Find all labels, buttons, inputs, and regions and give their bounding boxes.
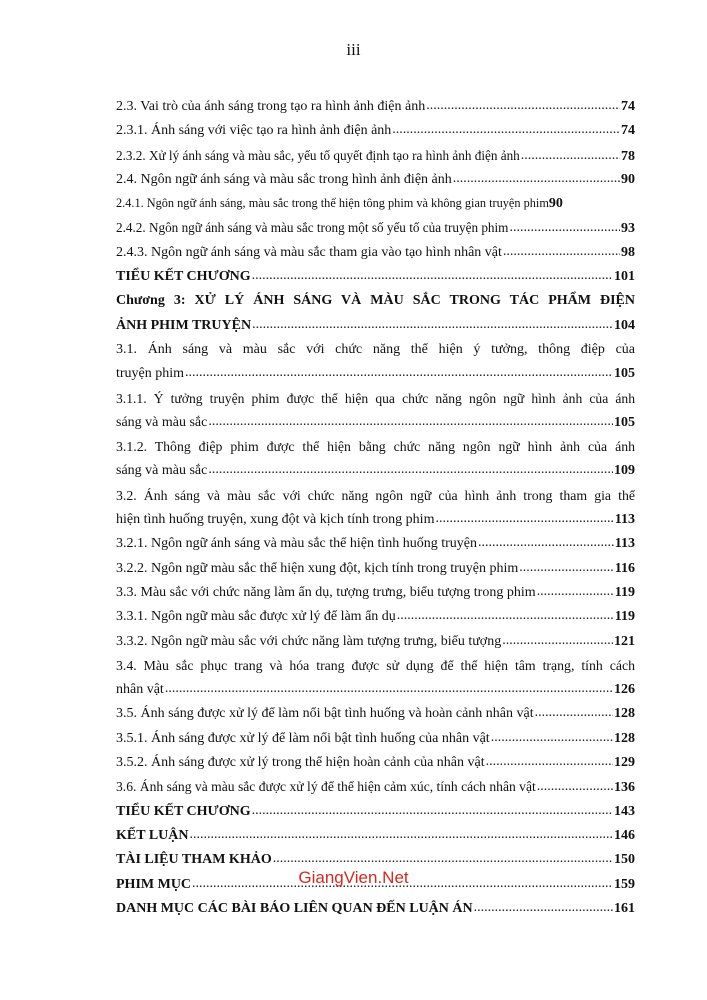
table-of-contents	[116, 99, 635, 925]
toc-entry	[116, 755, 635, 779]
toc-entry	[116, 561, 635, 585]
toc-entry-label: DANH MỤC CÁC BÀI BÁO LIÊN QUAN ĐẾN LUẬN ÁN	[116, 900, 473, 916]
toc-entry-page: 136	[614, 780, 635, 796]
toc-entry	[116, 536, 635, 560]
toc-leader	[208, 462, 613, 478]
toc-entry-label: 3.2.1. Ngôn ngữ ánh sáng và màu sắc thể hiện tình huống truyện	[116, 536, 478, 552]
toc-entry-label: 2.4.3. Ngôn ngữ ánh sáng và màu sắc tham gia vào tạo hình nhân vật	[116, 244, 502, 260]
toc-leader	[486, 754, 613, 770]
toc-entry	[116, 99, 635, 123]
toc-leader	[502, 633, 613, 649]
toc-entry-page: 116	[614, 560, 635, 576]
toc-leader	[535, 705, 613, 721]
toc-entry-label: PHIM MỤC	[116, 876, 192, 892]
toc-entry-page: 98	[621, 244, 635, 260]
toc-entry-label-cont: nhân vật	[116, 682, 164, 698]
toc-entry-page: 113	[614, 536, 635, 552]
toc-entry	[116, 220, 635, 244]
toc-entry-label: 3.5.1. Ánh sáng được xử lý để làm nổi bật tình huống của nhân vật	[116, 730, 490, 746]
toc-entry-label: 3.3.1. Ngôn ngữ màu sắc được xử lý để làm ẩn dụ	[116, 609, 396, 625]
toc-entry-label: 3.4. Màu sắc phục trang và hóa trang được sử dụng để thể hiện tâm trạng, tính cách	[116, 657, 635, 673]
toc-entry-page: 129	[614, 755, 635, 771]
toc-entry	[116, 804, 635, 828]
toc-entry	[116, 828, 635, 852]
toc-entry-label-cont: sáng và màu sắc	[116, 414, 208, 430]
toc-entry	[116, 512, 635, 536]
toc-entry-page: 121	[614, 633, 635, 649]
toc-entry	[116, 148, 635, 172]
toc-entry-label: 3.1. Ánh sáng và màu sắc với chức năng thể hiện ý tưởng, thông điệp của	[116, 341, 635, 357]
toc-leader	[537, 584, 614, 600]
toc-entry	[116, 731, 635, 755]
toc-leader	[397, 608, 614, 624]
toc-entry	[116, 245, 635, 269]
toc-leader	[426, 98, 620, 114]
toc-leader	[185, 365, 613, 381]
toc-entry	[116, 196, 635, 220]
toc-entry	[116, 366, 635, 390]
toc-entry-page: 74	[621, 123, 635, 139]
toc-entry-page: 146	[614, 827, 635, 843]
toc-entry-label: TÀI LIỆU THAM KHẢO	[116, 852, 272, 868]
toc-leader	[435, 511, 613, 527]
toc-entry-label: 3.1.2. Thông điệp phim được thể hiện bằng chức năng ngôn ngữ hình ảnh của ánh	[116, 439, 635, 455]
toc-entry-label: 3.5. Ánh sáng được xử lý để làm nổi bật tình huống và hoàn cảnh nhân vật	[116, 706, 534, 722]
toc-entry-page: 159	[614, 876, 635, 892]
toc-entry-page: 109	[614, 463, 635, 479]
toc-leader	[519, 560, 614, 576]
toc-entry-line	[116, 439, 635, 463]
toc-leader	[509, 220, 620, 236]
toc-leader	[392, 122, 620, 138]
toc-entry-label: 2.3. Vai trò của ánh sáng trong tạo ra hình ảnh điện ảnh	[116, 99, 426, 114]
toc-entry-label: 2.4. Ngôn ngữ ánh sáng và màu sắc trong hình ảnh điện ảnh	[116, 171, 452, 187]
toc-entry-page: 101	[614, 269, 635, 285]
toc-entry-page: 119	[614, 609, 635, 625]
toc-entry-label-cont: sáng và màu sắc	[116, 463, 208, 479]
toc-entry	[116, 318, 635, 342]
watermark-text: GiangVien.Net	[298, 868, 409, 887]
toc-entry	[116, 269, 635, 293]
toc-entry-page: 104	[614, 317, 635, 333]
toc-entry	[116, 779, 635, 803]
toc-entry-label: 2.3.2. Xử lý ánh sáng và màu sắc, yếu tố quyết định tạo ra hình ảnh điện ảnh	[116, 147, 520, 163]
toc-entry-page: 128	[614, 706, 635, 722]
toc-leader	[273, 851, 613, 867]
toc-leader	[252, 803, 613, 819]
toc-leader	[474, 900, 613, 916]
toc-entry-line	[116, 342, 635, 366]
toc-entry-label: 3.1.1. Ý tưởng truyện phim được thể hiện qua chức năng ngôn ngữ hình ảnh của ánh	[116, 390, 635, 406]
toc-leader	[208, 414, 613, 430]
toc-entry-page: 150	[614, 852, 635, 868]
toc-entry-label-cont: hiện tình huống truyện, xung đột và kịch tính trong phim	[116, 512, 435, 528]
toc-entry	[116, 901, 635, 925]
toc-entry	[116, 634, 635, 658]
toc-entry-page: 78	[621, 148, 635, 164]
toc-entry-label: 3.5.2. Ánh sáng được xử lý trong thể hiện hoàn cảnh của nhân vật	[116, 755, 485, 771]
toc-entry-label: Chương 3: XỬ LÝ ÁNH SÁNG VÀ MÀU SẮC TRONG TÁC PHẨM ĐIỆN	[116, 293, 635, 309]
toc-entry-page: 93	[621, 221, 635, 237]
toc-entry-label-cont: ẢNH PHIM TRUYỆN	[116, 317, 252, 333]
toc-entry-line	[116, 293, 635, 317]
toc-entry	[116, 682, 635, 706]
toc-entry-label: 2.4.1. Ngôn ngữ ánh sáng, màu sắc trong thể hiện tông phim và không gian truyện phim	[116, 196, 549, 211]
toc-entry-line	[116, 391, 635, 415]
toc-entry	[116, 172, 635, 196]
toc-entry-label: 2.4.2. Ngôn ngữ ánh sáng và màu sắc trong một số yếu tố của truyện phim	[116, 220, 509, 236]
toc-entry-label: KẾT LUẬN	[116, 827, 189, 843]
toc-leader	[453, 171, 620, 187]
toc-entry	[116, 415, 635, 439]
toc-entry-page: 119	[614, 584, 635, 600]
toc-entry-page: 161	[614, 900, 635, 916]
toc-entry	[116, 463, 635, 487]
toc-leader	[503, 244, 620, 260]
toc-entry-label: 2.3.1. Ánh sáng với việc tạo ra hình ảnh điện ảnh	[116, 123, 392, 139]
toc-entry-label-cont: truyện phim	[116, 366, 185, 382]
toc-entry-label: 3.2. Ánh sáng và màu sắc với chức năng ngôn ngữ của hình ảnh trong tham gia thể	[116, 487, 635, 503]
toc-entry-page: 74	[621, 99, 635, 114]
toc-entry-page: 105	[614, 414, 635, 430]
toc-leader	[521, 148, 620, 164]
toc-entry-label: 3.2.2. Ngôn ngữ màu sắc thể hiện xung đột, kịch tính trong truyện phim	[116, 560, 519, 576]
toc-leader	[478, 535, 614, 551]
toc-leader	[252, 317, 613, 333]
toc-leader	[165, 681, 613, 697]
toc-entry-page: 143	[614, 803, 635, 819]
toc-entry-page: 90	[621, 171, 635, 187]
toc-entry-label: 3.3.2. Ngôn ngữ màu sắc với chức năng làm tượng trưng, biểu tượng	[116, 633, 502, 649]
toc-entry-line	[116, 658, 635, 682]
toc-entry-label: TIỂU KẾT CHƯƠNG	[116, 269, 251, 285]
toc-entry-page: 90	[548, 196, 563, 212]
toc-entry-label: 3.3. Màu sắc với chức năng làm ẩn dụ, tượng trưng, biểu tượng trong phim	[116, 584, 536, 600]
toc-leader	[491, 730, 613, 746]
toc-entry-label: 3.6. Ánh sáng và màu sắc được xử lý để thể hiện cảm xúc, tính cách nhân vật	[116, 779, 536, 795]
toc-entry-label: TIỂU KẾT CHƯƠNG	[116, 803, 251, 819]
toc-entry-page: 113	[614, 512, 635, 528]
toc-leader	[189, 827, 613, 843]
toc-leader	[252, 268, 613, 284]
toc-entry-line	[116, 488, 635, 512]
toc-leader	[537, 779, 613, 795]
toc-entry-page: 128	[614, 730, 635, 746]
toc-entry-page: 105	[614, 366, 635, 382]
toc-entry	[116, 609, 635, 633]
toc-entry	[116, 123, 635, 147]
page-number: iii	[346, 40, 361, 59]
toc-entry-page: 126	[614, 682, 635, 698]
toc-entry	[116, 585, 635, 609]
toc-entry	[116, 706, 635, 730]
